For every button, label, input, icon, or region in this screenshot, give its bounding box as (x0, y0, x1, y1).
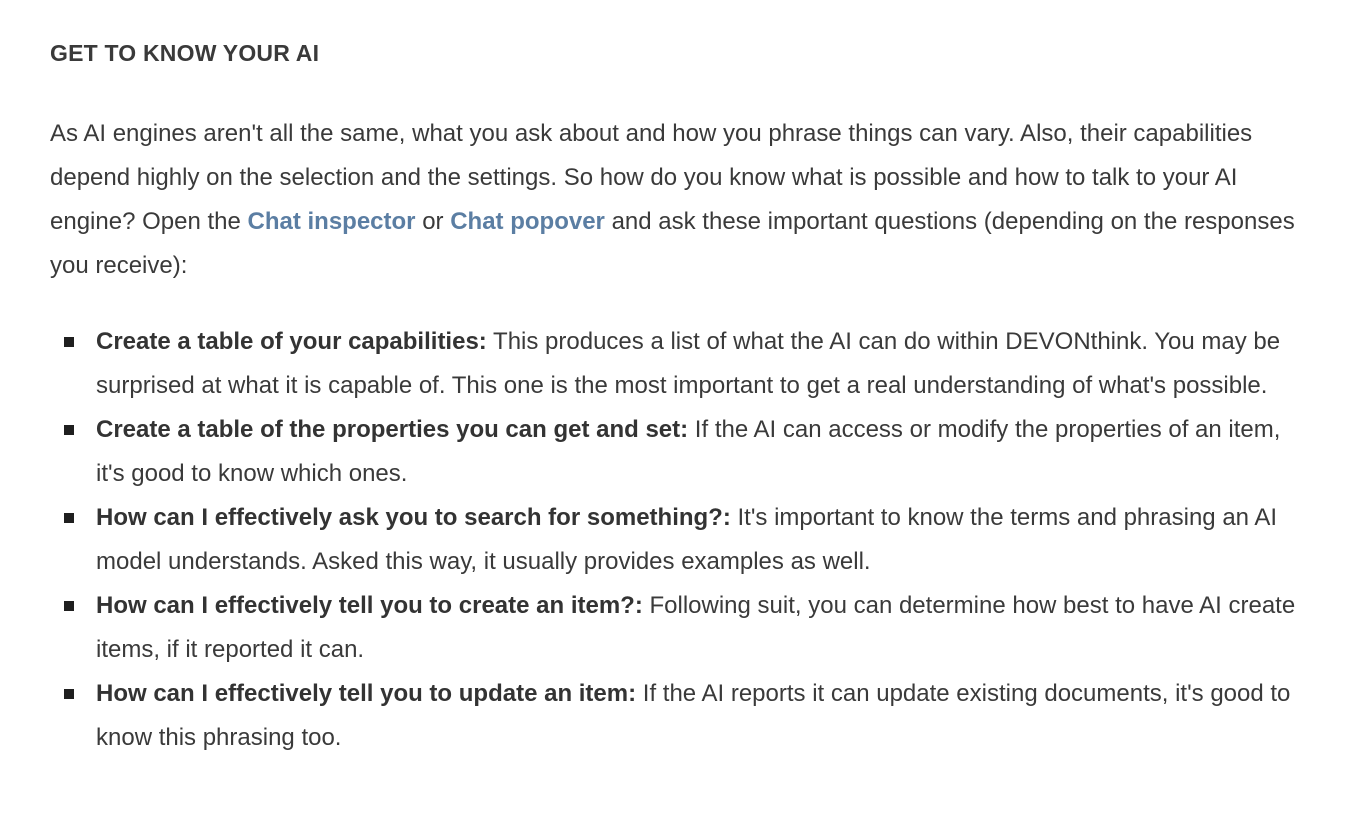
list-item-text: It's important to know the terms and phrasing an AI model understands. Asked this way, it usually provides examples as well. (96, 504, 1278, 575)
square-bullet-icon (64, 601, 74, 611)
list-item-text: If the AI reports it can update existing documents, it's good to know this phrasing too. (96, 680, 1291, 751)
list-item (50, 408, 1308, 496)
chat-inspector-link[interactable]: Chat inspector (247, 208, 416, 235)
square-bullet-icon (64, 337, 74, 347)
list-item-text: If the AI can access or modify the properties of an item, it's good to know which ones. (96, 416, 1281, 487)
intro-text-part3: and ask these important questions (depending on the responses you receive): (50, 208, 1295, 279)
chat-popover-link[interactable]: Chat popover (450, 208, 605, 235)
list-item (50, 496, 1308, 584)
list-item-title: How can I effectively tell you to update an item: (96, 680, 637, 707)
list-item-title: Create a table of your capabilities: (96, 328, 487, 355)
section-heading: GET TO KNOW YOUR AI (50, 40, 320, 66)
intro-paragraph (50, 112, 1308, 288)
intro-text-part2: or (415, 208, 451, 235)
square-bullet-icon (64, 513, 74, 523)
list-item (50, 584, 1308, 672)
intro-text-part1: As AI engines aren't all the same, what you ask about and how you phrase things can vary. Also, their capabilities depend highly on the selection and the settings. So how do you know what is possible and how to talk to your AI engine? Open the (50, 120, 1253, 235)
list-item-text: Following suit, you can determine how best to have AI create items, if it reported it can. (96, 592, 1296, 663)
square-bullet-icon (64, 689, 74, 699)
list-item (50, 672, 1308, 760)
list-item (50, 320, 1308, 408)
list-item-title: How can I effectively ask you to search for something?: (96, 504, 731, 531)
list-item-title: How can I effectively tell you to create an item?: (96, 592, 643, 619)
square-bullet-icon (64, 425, 74, 435)
list-item-title: Create a table of the properties you can get and set: (96, 416, 689, 443)
questions-list (50, 320, 1308, 760)
list-item-text: This produces a list of what the AI can do within DEVONthink. You may be surprised at what it is capable of. This one is the most important to get a real understanding of what's possible. (96, 328, 1281, 399)
